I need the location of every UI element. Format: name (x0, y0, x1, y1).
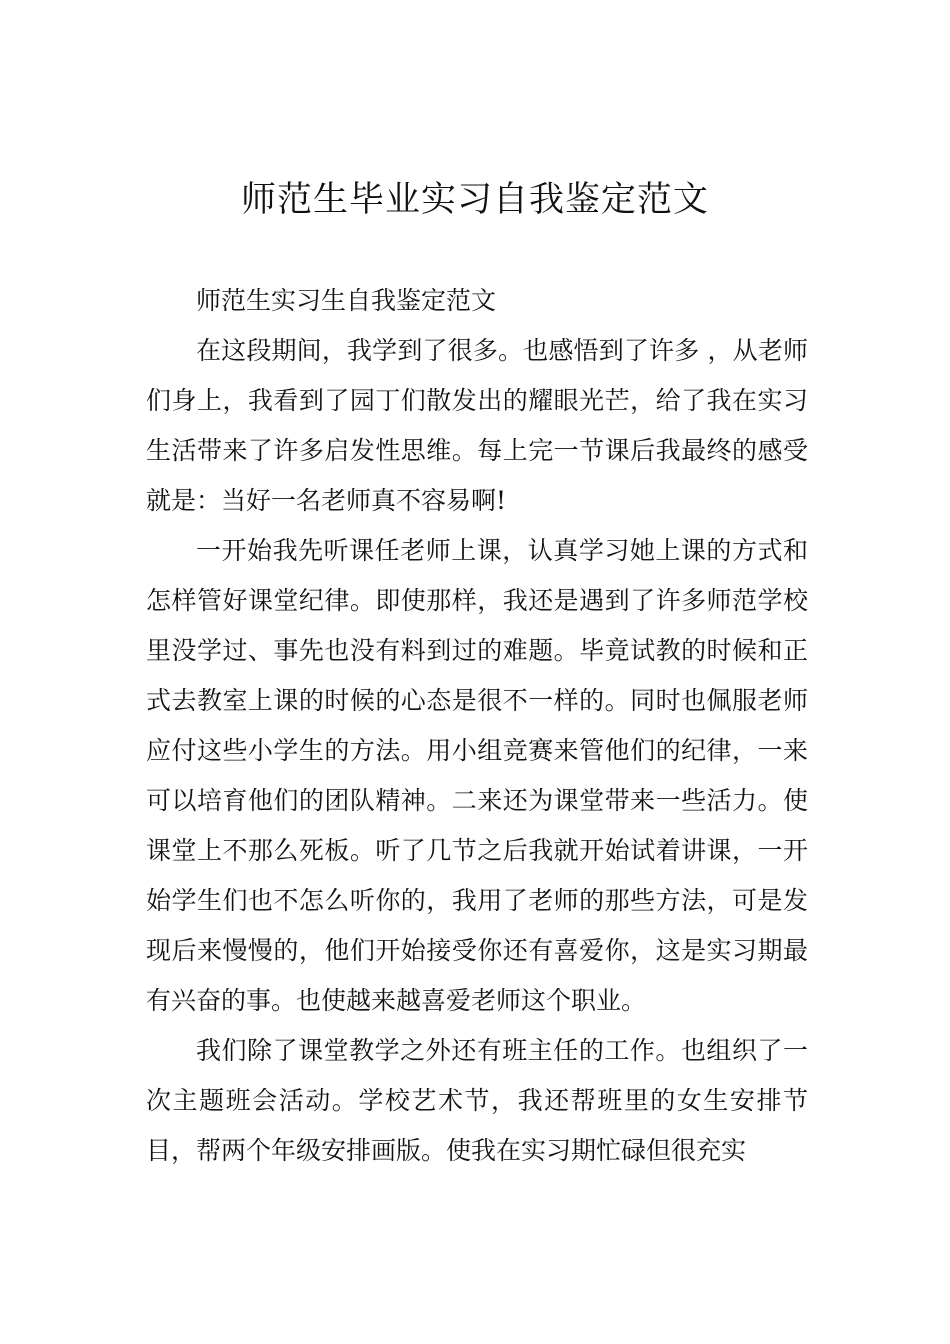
document-title: 师范生毕业实习自我鉴定范文 (240, 180, 709, 220)
paragraph: 我们除了课堂教学之外还有班主任的工作。也组织了一次主题班会活动。学校艺术节，我还帮班里的女生安排节目，帮两个年级安排画版。使我在实习期忙碌但很充实 (146, 1036, 808, 1165)
paragraph: 在这段期间，我学到了很多。也感悟到了许多 ，从老师们身上，我看到了园丁们散发出的耀眼光芒，给了我在实习生活带来了许多启发性思维。每上完一节课后我最终的感受就是：当好一名老师真不容易啊! (146, 336, 808, 515)
paragraph-subtitle: 师范生实习生自我鉴定范文 (196, 286, 497, 315)
paragraph: 一开始我先听课任老师上课，认真学习她上课的方式和怎样管好课堂纪律。即使那样，我还是遇到了许多师范学校里没学过、事先也没有料到过的难题。毕竟试教的时候和正式去教室上课的时候的心态是很不一样的。同时也佩服老师应付这些小学生的方法。用小组竞赛来管他们的纪律，一来可以培育他们的团队精神。二来还为课堂带来一些活力。使课堂上不那么死板。听了几节之后我就开始试着讲课，一开始学生们也不怎么听你的，我用了老师的那些方法，可是发现后来慢慢的，他们开始接受你还有喜爱你，这是实习期最有兴奋的事。也使越来越喜爱老师这个职业。 (146, 536, 808, 1015)
document-body (146, 276, 808, 1176)
